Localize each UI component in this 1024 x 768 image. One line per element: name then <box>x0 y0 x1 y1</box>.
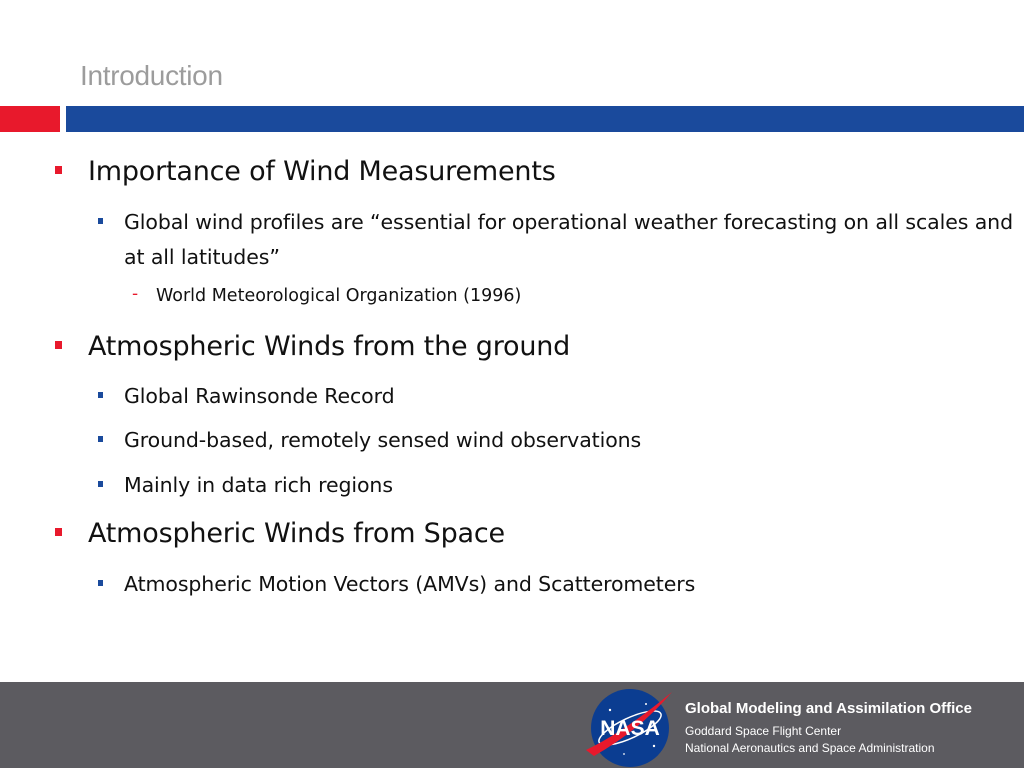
logo-star <box>623 753 625 755</box>
footer-office-name: Global Modeling and Assimilation Office <box>685 700 972 717</box>
logo-text: NASA <box>600 717 660 740</box>
slide-title: Introduction <box>80 60 223 91</box>
title-accent-blue-bar <box>66 106 1024 132</box>
blue-square-bullet-icon <box>98 436 103 442</box>
bullet-item-text: Global wind profiles are “essential for operational weather forecasting on all scales and at all latitudes” <box>124 210 1013 269</box>
bullet-heading <box>88 156 556 187</box>
bullet-heading <box>88 518 505 549</box>
red-square-bullet-icon <box>55 166 62 174</box>
blue-square-bullet-icon <box>98 392 103 398</box>
bullet-heading-text: Atmospheric Winds from the ground <box>88 331 571 362</box>
bullet-item <box>124 567 695 602</box>
citation-text: World Meteorological Organization (1996) <box>156 286 522 306</box>
logo-star <box>609 709 611 711</box>
blue-square-bullet-icon <box>98 218 103 224</box>
title-accent-red-bar <box>0 106 60 132</box>
red-square-bullet-icon <box>55 528 62 536</box>
bullet-heading <box>88 331 570 362</box>
footer-center-name: Goddard Space Flight Center <box>685 724 842 738</box>
footer-band <box>0 682 1024 768</box>
blue-square-bullet-icon <box>98 580 103 586</box>
logo-star <box>645 703 647 705</box>
bullet-item <box>124 205 1014 275</box>
logo-star <box>653 745 655 747</box>
bullet-item <box>124 468 393 503</box>
bullet-item <box>124 379 395 414</box>
bullet-item <box>124 423 641 458</box>
footer-agency-name: National Aeronautics and Space Administration <box>685 741 935 755</box>
nasa-logo-icon <box>584 684 676 768</box>
citation <box>132 284 522 306</box>
blue-square-bullet-icon <box>98 481 103 487</box>
bullet-item-text: Global Rawinsonde Record <box>124 384 395 408</box>
red-square-bullet-icon <box>55 341 62 349</box>
bullet-heading-text: Atmospheric Winds from Space <box>88 518 505 549</box>
bullet-item-text: Ground-based, remotely sensed wind observations <box>124 428 642 452</box>
bullet-item-text: Atmospheric Motion Vectors (AMVs) and Scatterometers <box>124 572 696 596</box>
bullet-heading-text: Importance of Wind Measurements <box>88 156 556 187</box>
bullet-item-text: Mainly in data rich regions <box>124 473 393 497</box>
dash-bullet: - <box>132 284 139 304</box>
